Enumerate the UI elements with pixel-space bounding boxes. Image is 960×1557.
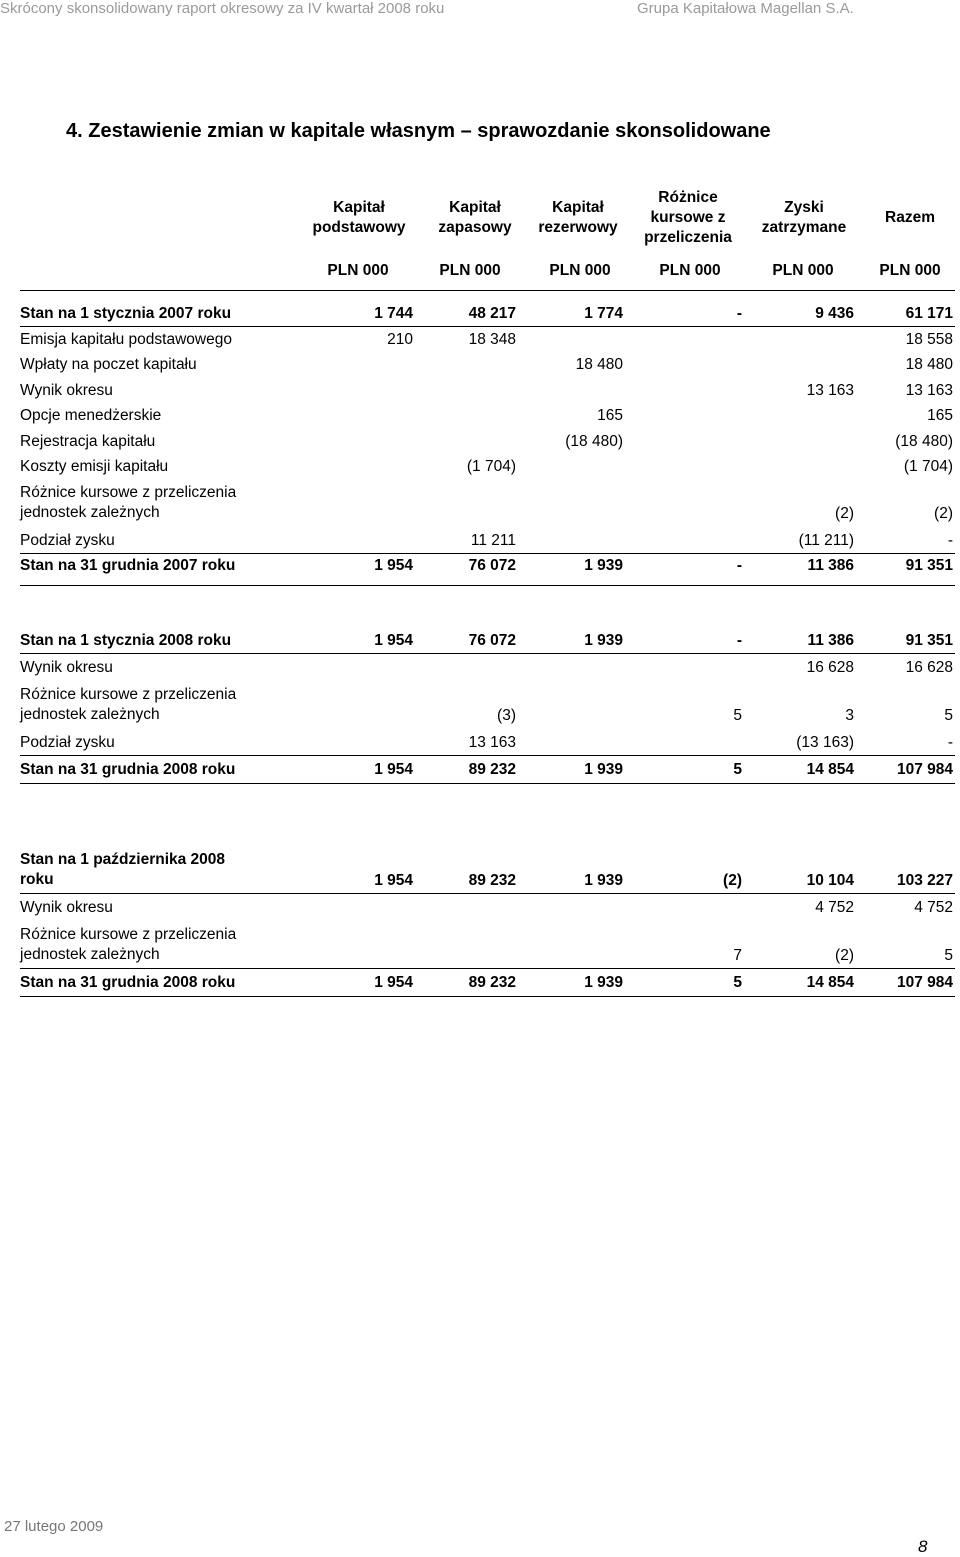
table-cell: 1 939 [584, 872, 623, 889]
table-cell: 5 [944, 947, 953, 964]
row-label [20, 556, 235, 576]
col-head-kapital-podstawowy [300, 198, 418, 238]
row-label-line: jednostek zależnych [20, 706, 160, 723]
col-head-line: zapasowy [438, 219, 512, 236]
table-cell: - [947, 734, 953, 751]
table-cell: 5 [733, 761, 742, 778]
table-cell: 18 558 [905, 330, 953, 348]
table-cell: 13 163 [905, 381, 953, 399]
table-cell: 7 [733, 947, 742, 964]
table-cell: - [736, 557, 742, 574]
table-cell: - [736, 305, 742, 322]
row-label-line: Wpłaty na poczet kapitału [20, 356, 197, 373]
table-cell: 11 386 [807, 632, 854, 649]
table-cell: (2) [835, 504, 854, 522]
table-cell: 10 104 [806, 872, 854, 889]
table-cell: (1 704) [903, 458, 953, 475]
table-cell: - [947, 531, 953, 549]
opening-rule [20, 326, 955, 327]
table-cell: 1 939 [584, 557, 623, 574]
row-label-line: Stan na 31 grudnia 2007 roku [20, 557, 236, 574]
row-label [20, 898, 113, 918]
opening-rule [20, 893, 955, 894]
closing-rule [20, 996, 955, 997]
unit-label: PLN 000 [327, 262, 389, 279]
total-rule [20, 968, 955, 969]
table-cell: (11 211) [798, 531, 854, 549]
col-head-line: rezerwowy [538, 219, 618, 236]
table-cell: 5 [733, 707, 742, 724]
table-cell: 89 232 [468, 974, 516, 991]
closing-rule [20, 783, 955, 784]
row-label [20, 685, 236, 725]
table-cell: 16 628 [806, 659, 854, 676]
col-head-kapital-zapasowy [415, 198, 535, 238]
table-cell: 11 211 [470, 531, 516, 549]
table-cell: (18 480) [565, 432, 623, 450]
table-cell: (1 704) [466, 458, 516, 475]
table-cell: (3) [497, 707, 516, 724]
table-cell: 5 [944, 707, 953, 724]
col-head-line: kursowe z [650, 209, 726, 226]
row-label [20, 304, 231, 324]
table-cell: 89 232 [468, 872, 516, 889]
table-cell: 3 [845, 707, 854, 724]
table-cell: 18 348 [468, 330, 516, 348]
table-cell: 1 744 [374, 305, 413, 322]
table-cell: 4 752 [914, 899, 953, 916]
row-label-line: Podział zysku [20, 734, 115, 751]
table-cell: 11 386 [807, 557, 854, 574]
table-cell: (2) [934, 504, 953, 522]
row-label-line: Różnice kursowe z przeliczenia [20, 483, 237, 501]
col-head-line: Razem [885, 209, 935, 226]
table-cell: 5 [733, 974, 742, 991]
table-cell: 91 351 [905, 557, 953, 574]
row-label [20, 658, 113, 678]
total-rule [20, 553, 955, 554]
table-cell: 1 939 [584, 632, 623, 649]
page-number: 8 [918, 1537, 928, 1556]
row-label [20, 850, 225, 890]
table-cell: 13 163 [806, 381, 854, 399]
running-header-company: Grupa Kapitałowa Magellan S.A. [637, 0, 854, 17]
col-head-line: przeliczenia [644, 229, 732, 246]
unit-label: PLN 000 [439, 262, 501, 279]
row-label [20, 973, 235, 993]
table-cell: 165 [927, 407, 953, 424]
col-head-zyski-zatrzymane [744, 198, 864, 238]
footer-date: 27 lutego 2009 [4, 1518, 104, 1535]
table-cell: 210 [387, 330, 413, 348]
table-cell: 18 480 [575, 356, 623, 373]
row-label [20, 733, 115, 753]
table-cell: 48 217 [468, 305, 516, 322]
row-label-line: Wynik okresu [20, 659, 113, 676]
row-label-line: roku [20, 871, 54, 888]
table-cell: 76 072 [468, 632, 516, 649]
table-cell: 18 480 [905, 356, 953, 373]
row-label-line: Wynik okresu [20, 381, 113, 399]
row-label [20, 381, 113, 401]
unit-label: PLN 000 [549, 262, 611, 279]
table-cell: 13 163 [468, 734, 516, 751]
col-head-kapital-rezerwowy [518, 198, 638, 238]
table-cell: 1 954 [374, 632, 413, 649]
row-label [20, 483, 236, 523]
col-head-roznice-kursowe [628, 188, 748, 248]
table-cell: 76 072 [468, 557, 516, 574]
row-label [20, 330, 232, 350]
row-label-line: Wynik okresu [20, 899, 113, 916]
row-label [20, 457, 168, 477]
row-label [20, 925, 236, 965]
table-cell: 61 171 [905, 305, 953, 322]
row-label-line: Różnice kursowe z przeliczenia [20, 686, 237, 703]
table-cell: 107 984 [896, 761, 953, 778]
table-cell: 14 854 [806, 761, 854, 778]
table-cell: - [736, 632, 742, 649]
row-label-line: Stan na 1 stycznia 2007 roku [20, 305, 232, 322]
col-head-line: Kapitał [552, 199, 604, 216]
row-label [20, 760, 235, 780]
row-label-line: Stan na 1 października 2008 [20, 851, 226, 868]
row-label [20, 631, 231, 651]
table-cell: 1 954 [374, 761, 413, 778]
row-label-line: Opcje menedżerskie [20, 407, 162, 424]
table-cell: 107 984 [896, 974, 953, 991]
running-header-report: Skrócony skonsolidowany raport okresowy za IV kwartał 2008 roku [0, 0, 445, 17]
col-head-line: zatrzymane [761, 219, 847, 236]
row-label-line: Rejestracja kapitału [20, 432, 156, 450]
row-label-line: Różnice kursowe z przeliczenia [20, 926, 237, 943]
row-label [20, 406, 161, 426]
row-label [20, 432, 155, 452]
table-cell: 89 232 [468, 761, 516, 778]
col-head-line: podstawowy [312, 219, 406, 236]
row-label-line: Emisja kapitału podstawowego [20, 330, 232, 348]
table-cell: 1 954 [374, 974, 413, 991]
header-rule [20, 290, 955, 291]
table-cell: (13 163) [796, 734, 854, 751]
table-cell: 1 954 [374, 557, 413, 574]
col-head-line: Zyski [784, 199, 824, 216]
row-label-line: Stan na 31 grudnia 2008 roku [20, 974, 236, 991]
table-cell: (2) [835, 947, 854, 964]
col-head-razem [850, 208, 960, 228]
table-cell: 91 351 [905, 632, 953, 649]
closing-rule [20, 585, 955, 586]
opening-rule [20, 653, 955, 654]
table-cell: 1 954 [374, 872, 413, 889]
col-head-line: Różnice [658, 189, 718, 206]
row-label-line: jednostek zależnych [20, 503, 160, 521]
table-cell: 165 [597, 407, 623, 424]
row-label-line: jednostek zależnych [20, 946, 160, 963]
row-label [20, 355, 197, 375]
row-label [20, 531, 115, 551]
col-head-line: Kapitał [333, 199, 385, 216]
table-cell: (2) [723, 872, 742, 889]
table-cell: 9 436 [815, 305, 854, 322]
col-head-line: Kapitał [449, 199, 501, 216]
table-cell: 4 752 [815, 899, 854, 916]
table-cell: 14 854 [806, 974, 854, 991]
unit-label: PLN 000 [659, 262, 721, 279]
row-label-line: Stan na 1 stycznia 2008 roku [20, 632, 232, 649]
unit-label: PLN 000 [879, 262, 941, 279]
unit-label: PLN 000 [772, 262, 834, 279]
section-title: 4. Zestawienie zmian w kapitale własnym – sprawozdanie skonsolidowane [66, 120, 771, 142]
total-rule [20, 755, 955, 756]
table-cell: (18 480) [895, 432, 953, 450]
table-cell: 1 939 [584, 761, 623, 778]
row-label-line: Koszty emisji kapitału [20, 458, 169, 475]
table-cell: 1 939 [584, 974, 623, 991]
table-cell: 103 227 [896, 872, 953, 889]
row-label-line: Stan na 31 grudnia 2008 roku [20, 761, 236, 778]
row-label-line: Podział zysku [20, 531, 115, 549]
table-cell: 16 628 [905, 659, 953, 676]
table-cell: 1 774 [584, 305, 623, 322]
